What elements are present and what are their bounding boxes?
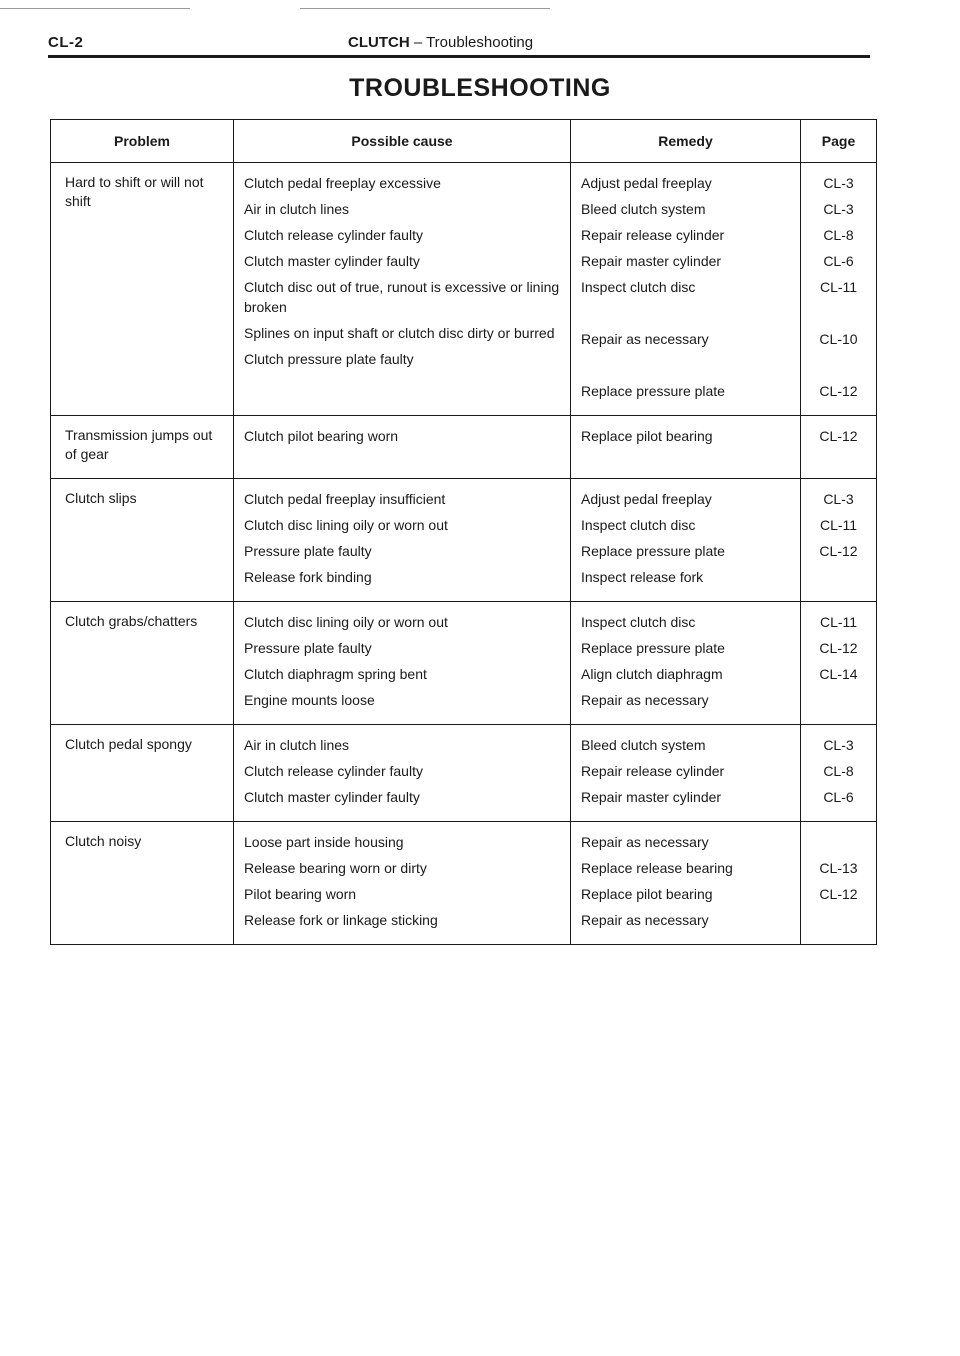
cause-cell xyxy=(234,163,571,416)
page-ref: CL-12 xyxy=(819,640,858,656)
page-cell xyxy=(801,725,877,822)
column-header-page: Page xyxy=(801,120,877,163)
table-row xyxy=(51,416,877,479)
page-ref: CL-11 xyxy=(819,279,858,295)
page-ref xyxy=(803,690,874,710)
scan-artifact-line xyxy=(300,8,550,9)
cause-line: Clutch diaphragm spring bent xyxy=(244,666,427,682)
page-cell xyxy=(801,479,877,602)
table-body xyxy=(51,163,877,945)
cause-line: Engine mounts loose xyxy=(244,692,375,708)
cause-line: Clutch release cylinder faulty xyxy=(244,763,423,779)
table-row xyxy=(51,822,877,945)
page-code: CL-2 xyxy=(48,34,84,51)
page-ref xyxy=(803,832,874,852)
remedy-line: Repair as necessary xyxy=(581,834,709,850)
remedy-line: Align clutch diaphragm xyxy=(581,666,723,682)
page-cell xyxy=(801,602,877,725)
remedy-line: Adjust pedal freeplay xyxy=(581,175,712,191)
page-ref: CL-12 xyxy=(819,428,858,444)
page-cell xyxy=(801,163,877,416)
remedy-cell xyxy=(571,602,801,725)
remedy-line: Inspect clutch disc xyxy=(581,517,696,533)
page-ref: CL-13 xyxy=(819,860,858,876)
cause-cell xyxy=(234,725,571,822)
cause-line: Air in clutch lines xyxy=(244,201,350,217)
page-ref xyxy=(803,910,874,930)
problem-cell: Transmission jumps out of gear xyxy=(51,416,234,479)
table-row xyxy=(51,725,877,822)
cause-line: Clutch pedal freeplay insufficient xyxy=(244,491,446,507)
column-header-problem: Problem xyxy=(51,120,234,163)
cause-cell xyxy=(234,822,571,945)
cause-line: Release bearing worn or dirty xyxy=(244,860,427,876)
remedy-line: Replace pressure plate xyxy=(581,640,725,656)
page-ref: CL-3 xyxy=(823,737,854,753)
cause-line: Clutch master cylinder faulty xyxy=(244,789,420,805)
page-ref: CL-8 xyxy=(823,763,854,779)
remedy-line: Inspect release fork xyxy=(581,569,704,585)
problem-cell: Clutch grabs/chatters xyxy=(51,602,234,725)
page-ref: CL-11 xyxy=(819,614,858,630)
page-ref: CL-12 xyxy=(819,543,858,559)
cause-cell xyxy=(234,416,571,479)
page-header xyxy=(48,34,870,56)
remedy-line: Adjust pedal freeplay xyxy=(581,491,712,507)
cause-line: Loose part inside housing xyxy=(244,834,404,850)
cause-line: Clutch disc lining oily or worn out xyxy=(244,614,448,630)
page-ref: CL-3 xyxy=(823,175,854,191)
header-separator: – xyxy=(413,34,423,51)
page-ref: CL-12 xyxy=(819,383,858,399)
page-ref: CL-14 xyxy=(819,666,858,682)
cause-line: Release fork or linkage sticking xyxy=(244,912,438,928)
header-rule xyxy=(48,55,870,58)
cause-line: Clutch disc out of true, runout is excessive or lining broken xyxy=(244,279,560,315)
section-name: CLUTCH xyxy=(348,34,410,51)
remedy-line: Replace pilot bearing xyxy=(581,428,713,444)
page-ref: CL-3 xyxy=(823,201,854,217)
remedy-line: Replace pressure plate xyxy=(581,383,725,399)
column-header-remedy: Remedy xyxy=(571,120,801,163)
remedy-line: Repair as necessary xyxy=(581,912,709,928)
problem-cell: Hard to shift or will not shift xyxy=(51,163,234,416)
remedy-line: Inspect clutch disc xyxy=(581,279,696,295)
remedy-line: Replace pressure plate xyxy=(581,543,725,559)
remedy-line: Bleed clutch system xyxy=(581,737,706,753)
cause-line: Clutch pedal freeplay excessive xyxy=(244,175,441,191)
remedy-cell xyxy=(571,479,801,602)
table-row xyxy=(51,602,877,725)
cause-line: Clutch master cylinder faulty xyxy=(244,253,420,269)
remedy-cell xyxy=(571,822,801,945)
remedy-cell xyxy=(571,416,801,479)
subsection-name: Troubleshooting xyxy=(426,34,534,51)
remedy-line: Repair release cylinder xyxy=(581,227,725,243)
remedy-line: Replace release bearing xyxy=(581,860,733,876)
cause-line: Release fork binding xyxy=(244,569,372,585)
remedy-line: Repair master cylinder xyxy=(581,253,722,269)
table-row xyxy=(51,479,877,602)
table-row xyxy=(51,163,877,416)
remedy-line: Replace pilot bearing xyxy=(581,886,713,902)
cause-line: Clutch pressure plate faulty xyxy=(244,351,414,367)
page-title: TROUBLESHOOTING xyxy=(349,74,611,102)
remedy-line: Repair as necessary xyxy=(581,331,709,347)
remedy-line: Inspect clutch disc xyxy=(581,614,696,630)
cause-line: Clutch pilot bearing worn xyxy=(244,428,399,444)
scan-artifact-line xyxy=(0,8,190,9)
header-title xyxy=(348,34,533,51)
page-ref: CL-11 xyxy=(819,517,858,533)
remedy-line: Repair release cylinder xyxy=(581,763,725,779)
column-header-cause: Possible cause xyxy=(234,120,571,163)
cause-line: Clutch disc lining oily or worn out xyxy=(244,517,448,533)
remedy-line: Repair as necessary xyxy=(581,692,709,708)
page-ref: CL-12 xyxy=(819,886,858,902)
cause-line: Air in clutch lines xyxy=(244,737,350,753)
cause-line: Pressure plate faulty xyxy=(244,640,372,656)
cause-line: Pilot bearing worn xyxy=(244,886,357,902)
cause-line: Pressure plate faulty xyxy=(244,543,372,559)
troubleshooting-table xyxy=(50,119,877,945)
cause-cell xyxy=(234,602,571,725)
remedy-line: Repair master cylinder xyxy=(581,789,722,805)
cause-cell xyxy=(234,479,571,602)
cause-line: Clutch release cylinder faulty xyxy=(244,227,423,243)
cause-line: Splines on input shaft or clutch disc dirty or burred xyxy=(244,325,555,341)
remedy-cell xyxy=(571,725,801,822)
page-ref: CL-6 xyxy=(823,789,854,805)
remedy-cell xyxy=(571,163,801,416)
problem-cell: Clutch pedal spongy xyxy=(51,725,234,822)
remedy-line: Bleed clutch system xyxy=(581,201,706,217)
table-header-row xyxy=(51,120,877,163)
page-ref: CL-6 xyxy=(823,253,854,269)
page-ref: CL-8 xyxy=(823,227,854,243)
page-ref: CL-10 xyxy=(819,331,858,347)
page-ref: CL-3 xyxy=(823,491,854,507)
page-ref xyxy=(803,567,874,587)
page-cell xyxy=(801,822,877,945)
problem-cell: Clutch noisy xyxy=(51,822,234,945)
problem-cell: Clutch slips xyxy=(51,479,234,602)
page-cell xyxy=(801,416,877,479)
